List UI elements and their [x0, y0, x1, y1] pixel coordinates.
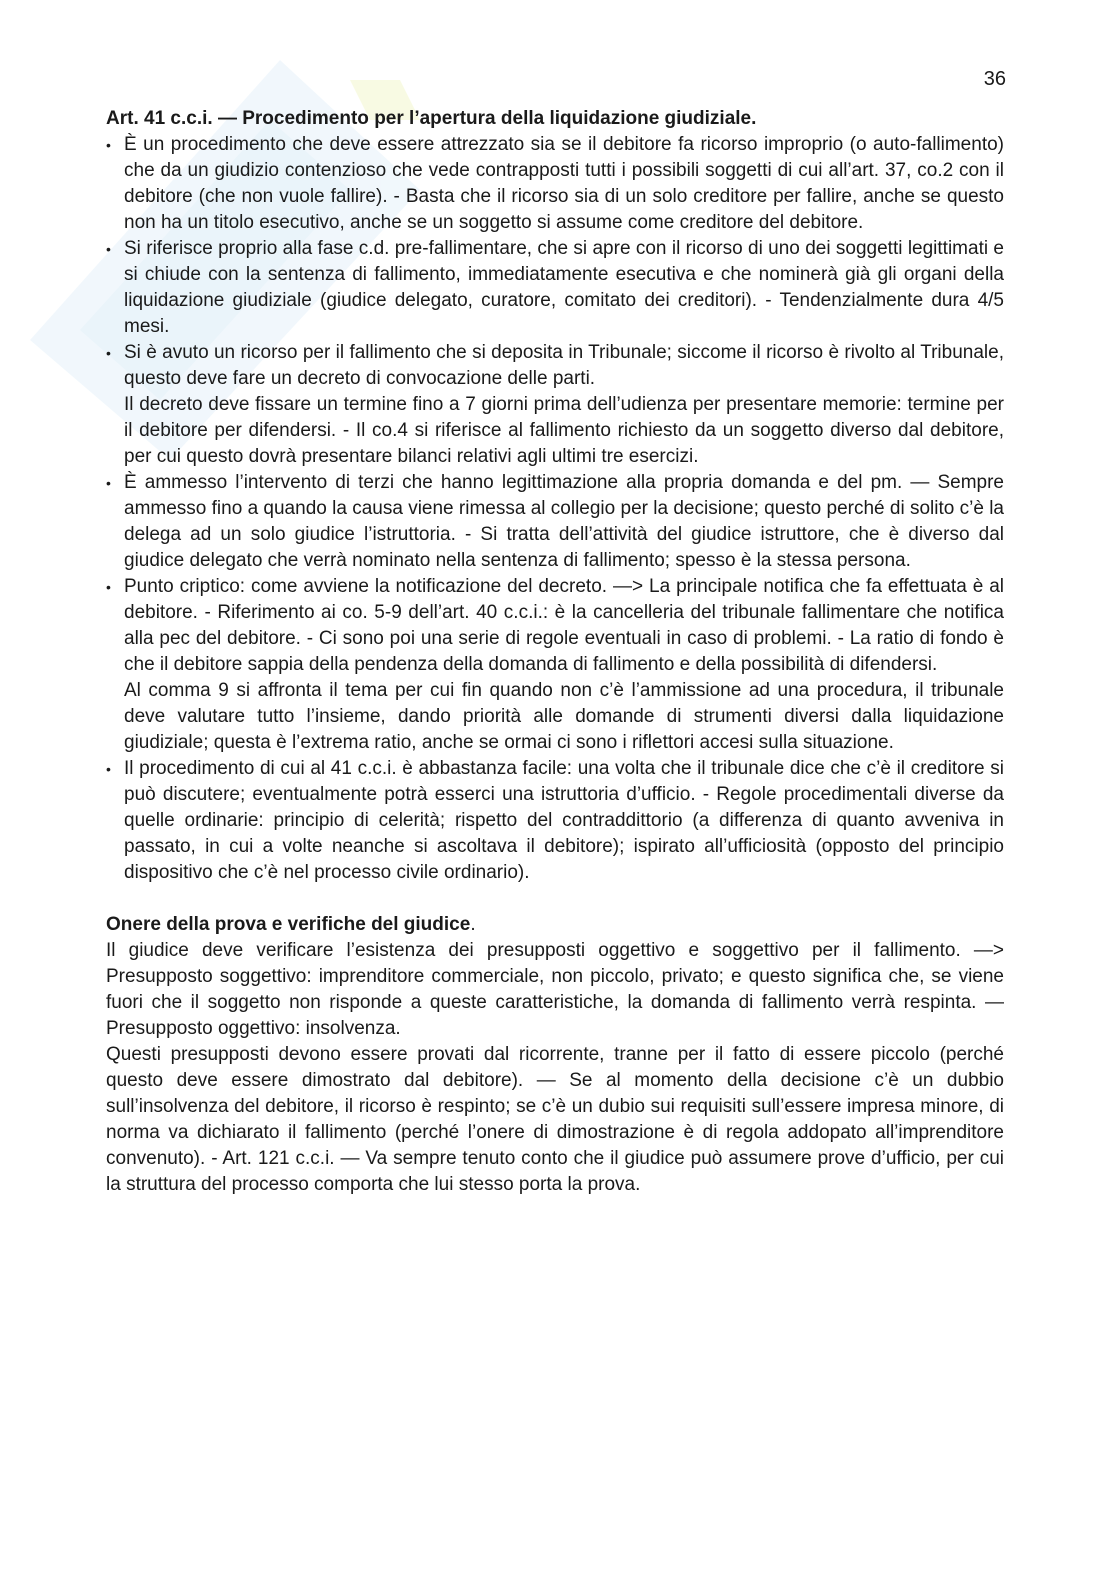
section-heading-art41: Art. 41 c.c.i. — Procedimento per l’apertura della liquidazione giudiziale. — [106, 108, 757, 129]
list-item — [106, 574, 1004, 756]
page-number: 36 — [983, 68, 1006, 90]
section-heading-onere — [106, 912, 1004, 938]
bullet-icon: • — [106, 475, 111, 491]
bullet-list — [106, 132, 1004, 886]
list-item — [106, 756, 1004, 886]
list-item — [106, 236, 1004, 340]
section-heading-text: Onere della prova e verifiche del giudice — [106, 914, 471, 935]
bullet-icon: • — [106, 579, 111, 595]
bullet-icon: • — [106, 241, 111, 257]
paragraph: Questi presupposti devono essere provati dal ricorrente, tranne per il fatto di essere piccolo (perché questo deve essere dimostrato dal debitore). — Se al momento della decisione c’è un dubbio sull’insolvenza del debitore, il ricorso è respinto; se c’è un dubio sui requisiti sull’essere impresa minore, di norma va dichiarato il fallimento (perché l’onere di dimostrazione è di regola addopato all’imprenditore convenuto). - Art. 121 c.c.i. — Va sempre tenuto conto che il giudice può assumere prove d’ufficio, per cui la struttura del processo comporta che lui stesso porta la prova. — [106, 1044, 1004, 1195]
bullet-icon: • — [106, 345, 111, 361]
document-body — [106, 106, 1004, 1198]
paragraph: Si è avuto un ricorso per il fallimento che si deposita in Tribunale; siccome il ricorso è rivolto al Tribunale, questo deve fare un decreto di convocazione delle parti. — [124, 342, 1004, 389]
paragraph: Punto criptico: come avviene la notificazione del decreto. —> La principale notifica che fa effettuata è al debitore. - Riferimento ai co. 5-9 dell’art. 40 c.c.i.: è la cancelleria del tribunale fallimentare che notifica alla pec del debitore. - Ci sono poi una serie di regole eventuali in caso di problemi. - La ratio di fondo è che il debitore sappia della pendenza della domanda di fallimento e della possibilità di difendersi. — [124, 576, 1004, 675]
paragraph: Il giudice deve verificare l’esistenza dei presupposti oggettivo e soggettivo per il fallimento. —> Presupposto soggettivo: imprenditore commerciale, non piccolo, privato; e questo significa che, se viene fuori che il soggetto non risponde a queste caratteristiche, la domanda di fallimento verrà respinta. — Presupposto oggettivo: insolvenza. — [106, 940, 1004, 1039]
paragraph: Il decreto deve fissare un termine fino a 7 giorni prima dell’udienza per presentare memorie: termine per il debitore per difendersi. - Il co.4 si riferisce al fallimento richiesto da un soggetto diverso dal debitore, per cui questo dovrà presentare bilanci relativi agli ultimi tre esercizi. — [124, 394, 1004, 467]
section-heading-punct: . — [470, 914, 476, 935]
paragraph: Al comma 9 si affronta il tema per cui fin quando non c’è l’ammissione ad una procedura, il tribunale deve valutare tutto l’insieme, dando priorità alle domande di strumenti diversi dalla liquidazione giudiziale; questa è l’extrema ratio, anche se ormai ci sono i riflettori accesi sulla situazione. — [124, 680, 1004, 753]
bullet-icon: • — [106, 761, 111, 777]
paragraph: Si riferisce proprio alla fase c.d. pre-fallimentare, che si apre con il ricorso di uno dei soggetti legittimati e si chiude con la sentenza di fallimento, immediatamente esecutiva e che nominerà già gli organi della liquidazione giudiziale (giudice delegato, curatore, comitato dei creditori). - Tendenzialmente dura 4/5 mesi. — [124, 238, 1004, 337]
paragraph: È un procedimento che deve essere attrezzato sia se il debitore fa ricorso improprio (o auto-fallimento) che da un giudizio contenzioso che vede contrapposti tutti i possibili soggetti di cui all’art. 37, co.2 con il debitore (che non vuole fallire). - Basta che il ricorso sia di un solo creditore per fallire, anche se questo non ha un titolo esecutivo, anche se un soggetto si assume come creditore del debitore. — [124, 134, 1004, 233]
bullet-icon: • — [106, 137, 111, 153]
list-item — [106, 340, 1004, 470]
section-spacer — [106, 886, 1004, 912]
list-item — [106, 470, 1004, 574]
paragraph: Il procedimento di cui al 41 c.c.i. è abbastanza facile: una volta che il tribunale dice che c’è il creditore si può discutere; eventualmente potrà esserci una istruttoria d’ufficio. - Regole procedimentali diverse da quelle ordinarie: principio di celerità; rispetto del contraddittorio (a differenza di quanto avveniva in passato, in cui a volte neanche si ascoltava il debitore); ispirato all’ufficiosità (opposto del principio dispositivo che c’è nel processo civile ordinario). — [124, 758, 1004, 883]
list-item — [106, 132, 1004, 236]
paragraph: È ammesso l’intervento di terzi che hanno legittimazione alla propria domanda e del pm. — Sempre ammesso fino a quando la causa viene rimessa al collegio per la decisione; questo perché di solito c’è la delega ad un solo giudice l’istruttoria. - Si tratta dell’attività del giudice istruttore, che è diverso dal giudice delegato che verrà nominato nella sentenza di fallimento; spesso è la stessa persona. — [124, 472, 1004, 571]
